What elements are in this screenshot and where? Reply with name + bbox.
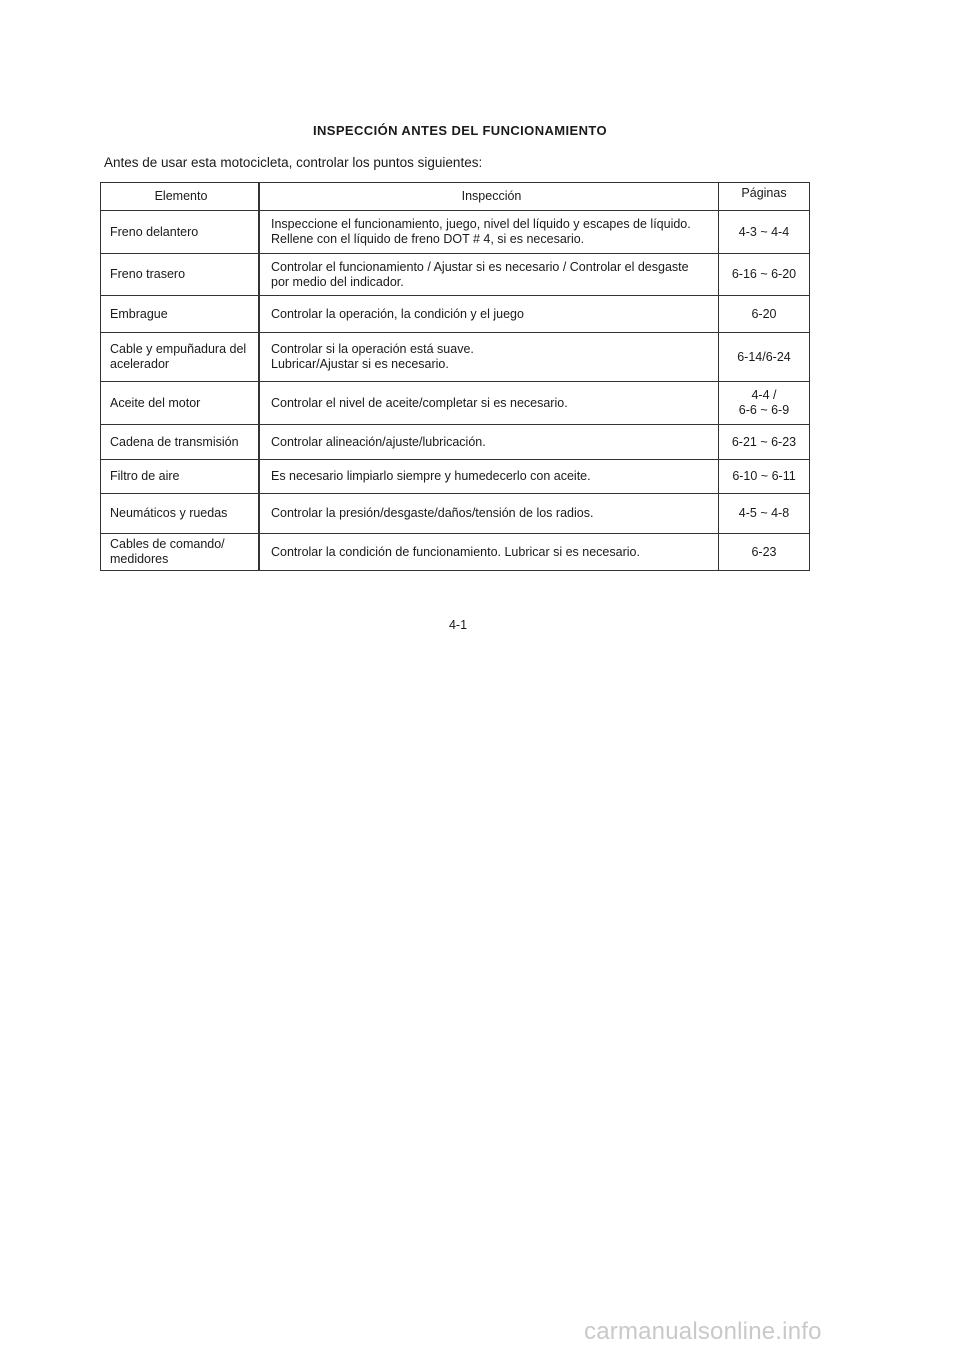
cell-inspection	[259, 425, 719, 460]
table-row	[101, 382, 810, 425]
cell-line: Es necesario limpiarlo siempre y humedecerlo con aceite.	[271, 469, 591, 483]
table-row	[101, 534, 810, 571]
cell-line: Controlar la condición de funcionamiento. Lubricar si es necesario.	[271, 544, 640, 559]
page-title: INSPECCIÓN ANTES DEL FUNCIONAMIENTO	[312, 123, 607, 138]
cell-element	[101, 211, 260, 254]
cell-line: 6-14/6-24	[737, 349, 791, 364]
cell-line: 4-5 ~ 4-8	[738, 506, 790, 520]
cell-element	[101, 425, 260, 460]
cell-element	[101, 494, 260, 534]
cell-pages	[719, 296, 810, 333]
cell-line: Controlar si la operación está suave.	[271, 342, 474, 356]
table-row	[101, 425, 810, 460]
cell-line: Cadena de transmisión	[110, 434, 239, 449]
table-row	[101, 254, 810, 296]
cell-line: 4-3 ~ 4-4	[738, 224, 790, 239]
header-element: Elemento	[101, 183, 260, 211]
cell-element	[101, 333, 260, 382]
cell-pages	[719, 333, 810, 382]
cell-pages	[719, 534, 810, 571]
table-row	[101, 460, 810, 494]
cell-pages	[719, 254, 810, 296]
cell-line: 6-10 ~ 6-11	[732, 469, 796, 483]
cell-line: medidores	[110, 552, 169, 566]
cell-line: por medio del indicador.	[271, 274, 404, 289]
cell-line: 6-21 ~ 6-23	[731, 434, 797, 449]
cell-element	[101, 296, 260, 333]
cell-pages	[719, 460, 810, 494]
cell-inspection	[259, 211, 719, 254]
cell-line: 4-4 /	[751, 388, 777, 402]
cell-line: Controlar la operación, la condición y el juego	[271, 306, 524, 321]
cell-line: Lubricar/Ajustar si es necesario.	[271, 357, 449, 371]
cell-line: Controlar el funcionamiento / Ajustar si es necesario / Controlar el desgaste	[271, 259, 689, 274]
header-pages: Páginas	[719, 183, 810, 211]
cell-line: 6-6 ~ 6-9	[738, 403, 790, 417]
cell-line: 6-16 ~ 6-20	[731, 267, 797, 281]
cell-element	[101, 254, 260, 296]
cell-line: Freno delantero	[110, 224, 199, 239]
cell-element	[101, 534, 260, 571]
cell-line: acelerador	[110, 357, 170, 371]
cell-pages	[719, 211, 810, 254]
intro-text: Antes de usar esta motocicleta, controlar los puntos siguientes:	[104, 155, 483, 170]
cell-inspection	[259, 534, 719, 571]
cell-line: Freno trasero	[110, 267, 186, 281]
cell-line: Controlar el nivel de aceite/completar si es necesario.	[271, 395, 568, 410]
table-row	[101, 211, 810, 254]
cell-line: Embrague	[110, 306, 168, 321]
page-number: 4-1	[448, 618, 468, 632]
cell-line: Neumáticos y ruedas	[110, 506, 228, 520]
cell-line: Inspeccione el funcionamiento, juego, nivel del líquido y escapes de líquido.	[271, 217, 691, 231]
table-header-row	[101, 183, 810, 211]
cell-line: Controlar la presión/desgaste/daños/tensión de los radios.	[271, 506, 594, 520]
inspection-table	[100, 182, 810, 571]
cell-line: Controlar alineación/ajuste/lubricación.	[271, 434, 486, 449]
cell-line: Cables de comando/	[110, 537, 225, 551]
cell-line: Cable y empuñadura del	[110, 342, 247, 356]
cell-pages	[719, 382, 810, 425]
cell-pages	[719, 494, 810, 534]
cell-line: Filtro de aire	[110, 469, 180, 483]
cell-pages	[719, 425, 810, 460]
cell-inspection	[259, 382, 719, 425]
cell-inspection	[259, 296, 719, 333]
watermark: carmanualsonline.info	[584, 1318, 822, 1345]
cell-inspection	[259, 460, 719, 494]
cell-element	[101, 460, 260, 494]
cell-element	[101, 382, 260, 425]
cell-inspection	[259, 333, 719, 382]
cell-line: 6-20	[751, 306, 777, 321]
cell-line: Aceite del motor	[110, 395, 201, 410]
header-inspection: Inspección	[259, 183, 719, 211]
cell-inspection	[259, 254, 719, 296]
cell-line: Rellene con el líquido de freno DOT # 4, si es necesario.	[271, 232, 585, 246]
table-row	[101, 494, 810, 534]
table-row	[101, 296, 810, 333]
cell-inspection	[259, 494, 719, 534]
cell-line: 6-23	[751, 544, 777, 559]
table-row	[101, 333, 810, 382]
